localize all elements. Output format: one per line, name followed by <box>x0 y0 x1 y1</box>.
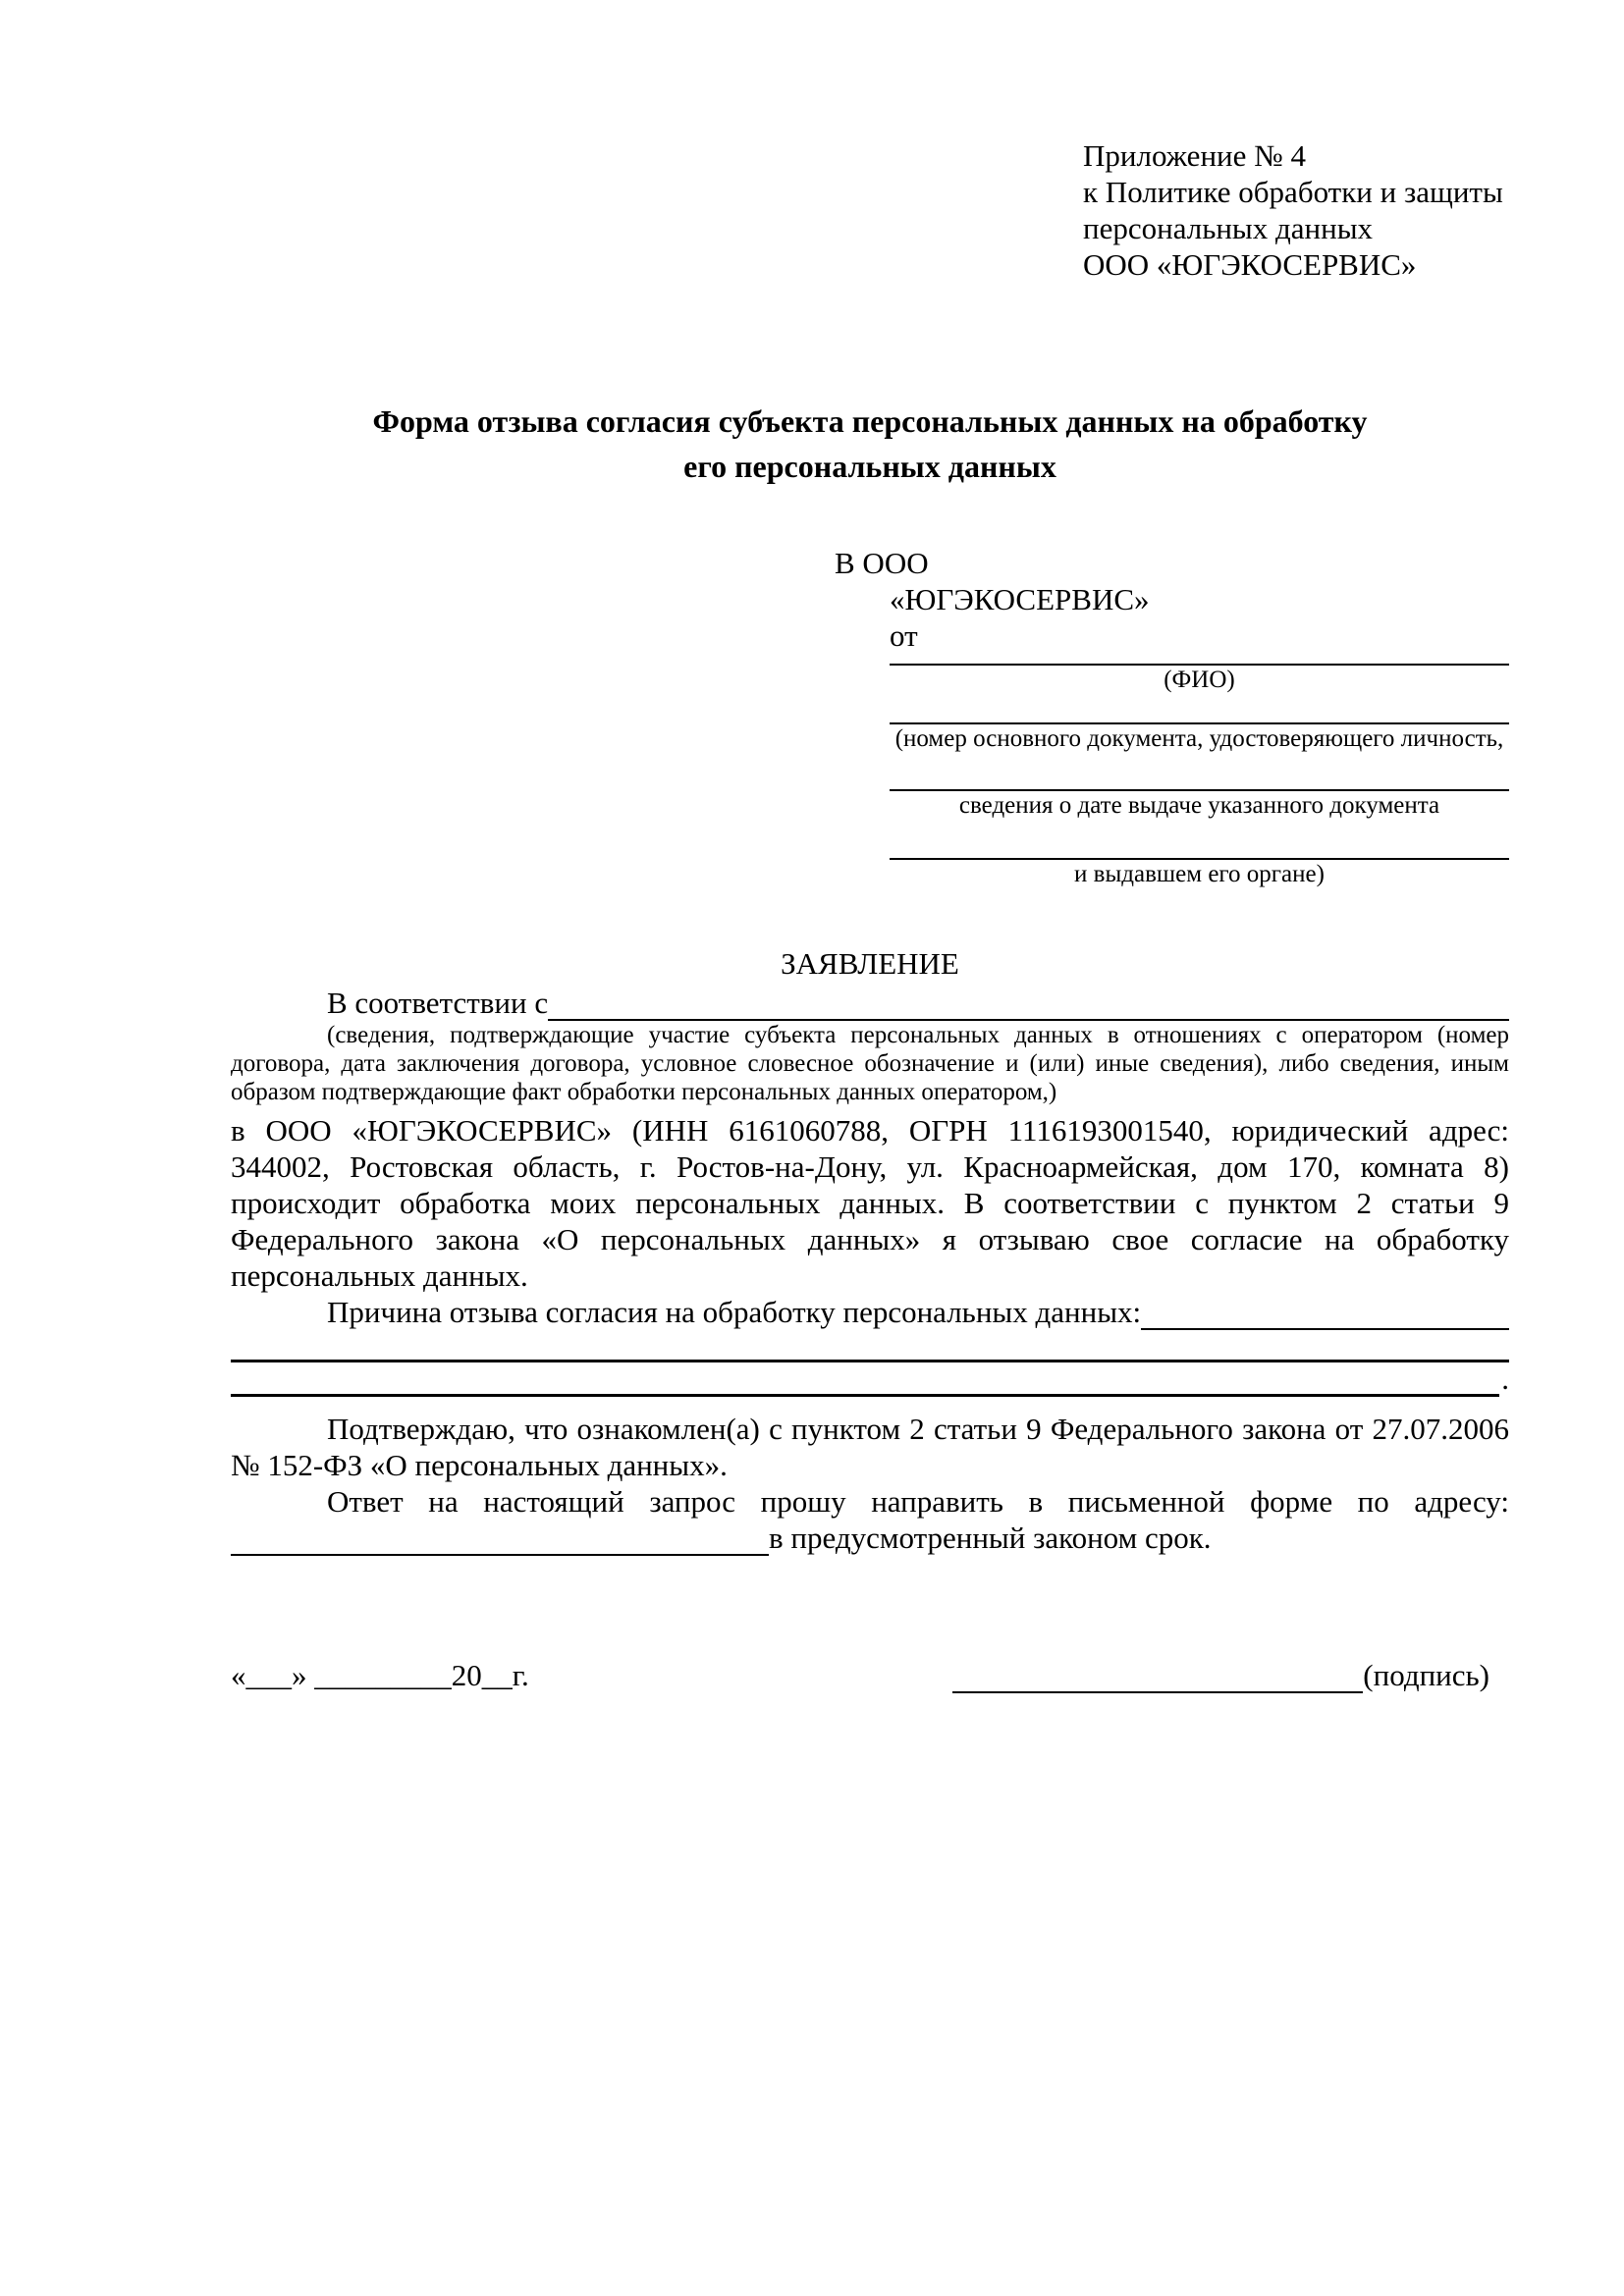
document-content <box>231 0 1509 1693</box>
reply-tail: в предусмотренный законом срок. <box>769 1521 1212 1555</box>
issuing-authority-field-line <box>890 821 1509 860</box>
appendix-header-line: ООО «ЮГЭКОСЕРВИС» <box>1083 247 1417 282</box>
issuing-authority-field-caption: и выдавшем его органе) <box>1074 861 1325 887</box>
reply-address-row <box>231 1520 1509 1556</box>
fio-field-caption: (ФИО) <box>1164 667 1235 693</box>
appendix-header-line: персональных данных <box>1083 211 1374 245</box>
doc-number-field-group <box>890 695 1509 754</box>
fio-field-group <box>890 654 1509 695</box>
doc-number-field-caption: (номер основного документа, удостоверяющего личность, <box>894 725 1504 752</box>
issue-date-field-line <box>890 754 1509 791</box>
legal-basis-lead: В соответствии с <box>327 986 549 1020</box>
reply-address-field-line <box>231 1522 769 1556</box>
appendix-header <box>1083 137 1509 283</box>
appendix-header-line: к Политике обработки и защиты <box>1083 175 1503 209</box>
reason-field-line-1 <box>1141 1297 1509 1330</box>
addressee-company: «ЮГЭКОСЕРВИС» <box>890 582 1150 616</box>
addressee-block <box>231 545 1509 889</box>
signature-field-line <box>952 1660 1363 1693</box>
confirmation-paragraph: Подтверждаю, что ознакомлен(а) с пунктом 2 статьи 9 Федерального закона от 27.07.2006 № 152-ФЗ «О персональных данных». <box>231 1412 1509 1482</box>
reason-field-row-3 <box>231 1362 1509 1397</box>
issue-date-field-group <box>890 754 1509 821</box>
reason-field-line-2 <box>231 1330 1509 1362</box>
addressee-to: В ООО <box>835 546 929 580</box>
form-title-line1: Форма отзыва согласия субъекта персональных данных на обработку <box>372 403 1368 439</box>
reason-label: Причина отзыва согласия на обработку персональных данных: <box>327 1295 1142 1329</box>
reply-lead-paragraph: Ответ на настоящий запрос прошу направить в письменной форме по адресу: <box>327 1484 1509 1519</box>
reason-end-period: . <box>1501 1362 1509 1396</box>
doc-number-field-line <box>890 695 1509 724</box>
signature-group <box>952 1657 1489 1693</box>
operator-paragraph: в ООО «ЮГЭКОСЕРВИС» (ИНН 6161060788, ОГРН 1116193001540, юридический адрес: 344002, Ростовская область, г. Ростов-на-Дону, ул. Красноармейская, дом 170, комната 8) происходит обработка моих персональных данных. В соответствии с пунктом 2 статьи 9 Федерального закона «О персональных данных» я отзываю свое согласие на обработку персональных данных. <box>231 1113 1509 1293</box>
reason-row <box>231 1294 1509 1330</box>
issue-date-field-caption: сведения о дате выдаче указанного документа <box>958 792 1440 819</box>
form-title-line2: его персональных данных <box>683 449 1056 484</box>
addressee-from: от <box>890 618 918 653</box>
legal-basis-footnote: (сведения, подтверждающие участие субъекта персональных данных в отношениях с оператором (номер договора, дата заключения договора, условное словесное обозначение и (или) иные сведения), либо сведения, иным образом подтверждающие факт обработки персональных данных оператором,) <box>231 1022 1509 1105</box>
legal-basis-field-line <box>548 988 1509 1021</box>
appendix-header-line: Приложение № 4 <box>1083 138 1306 173</box>
issuing-authority-field-group <box>890 821 1509 889</box>
reason-field-line-3 <box>231 1364 1499 1397</box>
form-title <box>340 399 1400 489</box>
legal-basis-row <box>231 985 1509 1021</box>
fio-field-line <box>890 654 1509 666</box>
signature-caption: (подпись) <box>1363 1658 1489 1692</box>
statement-heading: ЗАЯВЛЕНИЕ <box>781 946 959 981</box>
signature-row <box>231 1657 1509 1693</box>
date-field: «___» _________20__г. <box>231 1658 529 1692</box>
